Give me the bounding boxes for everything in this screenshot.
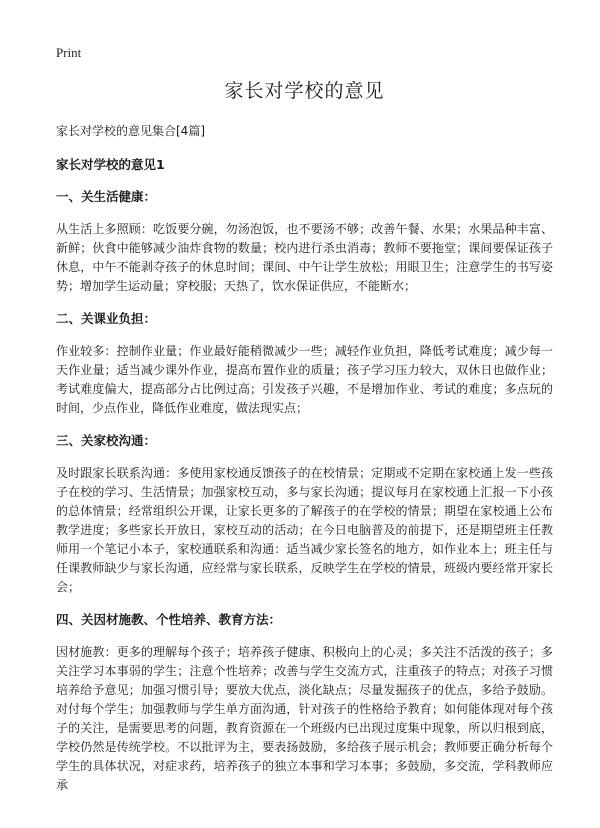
section-body: 从生活上多照顾：吃饭要分碗，勿汤泡饭，也不要汤不够；改善午餐、水果；水果品种丰富、新鲜；伙食中能够减少油炸食物的数量；校内进行杀虫消毒；教师不要拖堂；课间要保证孩子休息，中午不能剥夺孩子的休息时间；课间、中午让学生放松；用眼卫生；注意学生的书写姿势；增加学生运动量；穿校服；天热了，饮水保证供应，不能断水；: [56, 222, 553, 293]
document-title: 家长对学校的意见: [224, 80, 385, 102]
section-heading: 四、关因材施教、个性培养、教育方法：: [56, 612, 282, 627]
print-link[interactable]: Print: [56, 45, 82, 60]
section-heading: 三、关家校沟通：: [56, 433, 157, 448]
section-heading: 一、关生活健康：: [56, 189, 157, 204]
section-body: 因材施教：更多的理解每个孩子；培养孩子健康、积极向上的心灵；多关注不活泼的孩子；多关注学习本事弱的学生；注意个性培养；改善与学生交流方式，注重孩子的特点；对孩子习惯培养给予意见；加强习惯引导；要放大优点，淡化缺点；尽量发掘孩子的优点，多给予鼓励。对付每个学生；加强教师与学生单方面沟通，针对孩子的性格给予教育；如何能体现对每个孩子的关注，是需要思考的问题，教育资源在一个班级内已出现过度集中现象，所以归根到底，学校仍然是传统学校。不以批评为主，要表扬鼓励，多给孩子展示机会；教师要正确分析每个学生的具体状况，对症求药，培养孩子的独立本事和学习本事；多鼓励，多交流，学科教师应承: [56, 645, 553, 792]
section-homework: [56, 310, 553, 418]
section-communication: [56, 432, 553, 597]
article-heading: 家长对学校的意见1: [56, 157, 165, 172]
document-page: [56, 78, 553, 809]
document-subtitle: 家长对学校的意见集合[4篇]: [56, 124, 205, 138]
section-body: 作业较多：控制作业量；作业最好能稍微减少一些；减轻作业负担，降低考试难度；减少每一天作业量；适当减少课外作业，提高布置作业的质量；孩子学习压力较大，双休日也做作业；考试难度偏大，提高部分占比例过高；引发孩子兴趣，不是增加作业、考试的难度；多点玩的时间，少点作业，降低作业难度，做法现实点；: [56, 344, 553, 415]
section-health: [56, 188, 553, 296]
section-body: 及时跟家长联系沟通：多使用家校通反馈孩子的在校情景；定期或不定期在家校通上发一些孩子在校的学习、生活情景；加强家校互动，多与家长沟通；提议每月在家校通上汇报一下小孩的总体情景；经常组织公开课，让家长更多的了解孩子的在学校的情景；期望在家校通上公布教学进度；多些家长开放日，家校互动的活动；在今日电脑普及的前提下，还是期望班主任教师用一个笔记小本子，家校通联系和沟通：适当减少家长签名的地方，如作业本上；班主任与任课教师缺少与家长沟通，应经常与家长联系，反映学生在学校的情景，班级内要经常开家长会；: [56, 466, 553, 594]
section-heading: 二、关课业负担：: [56, 311, 157, 326]
section-teaching: [56, 611, 553, 795]
